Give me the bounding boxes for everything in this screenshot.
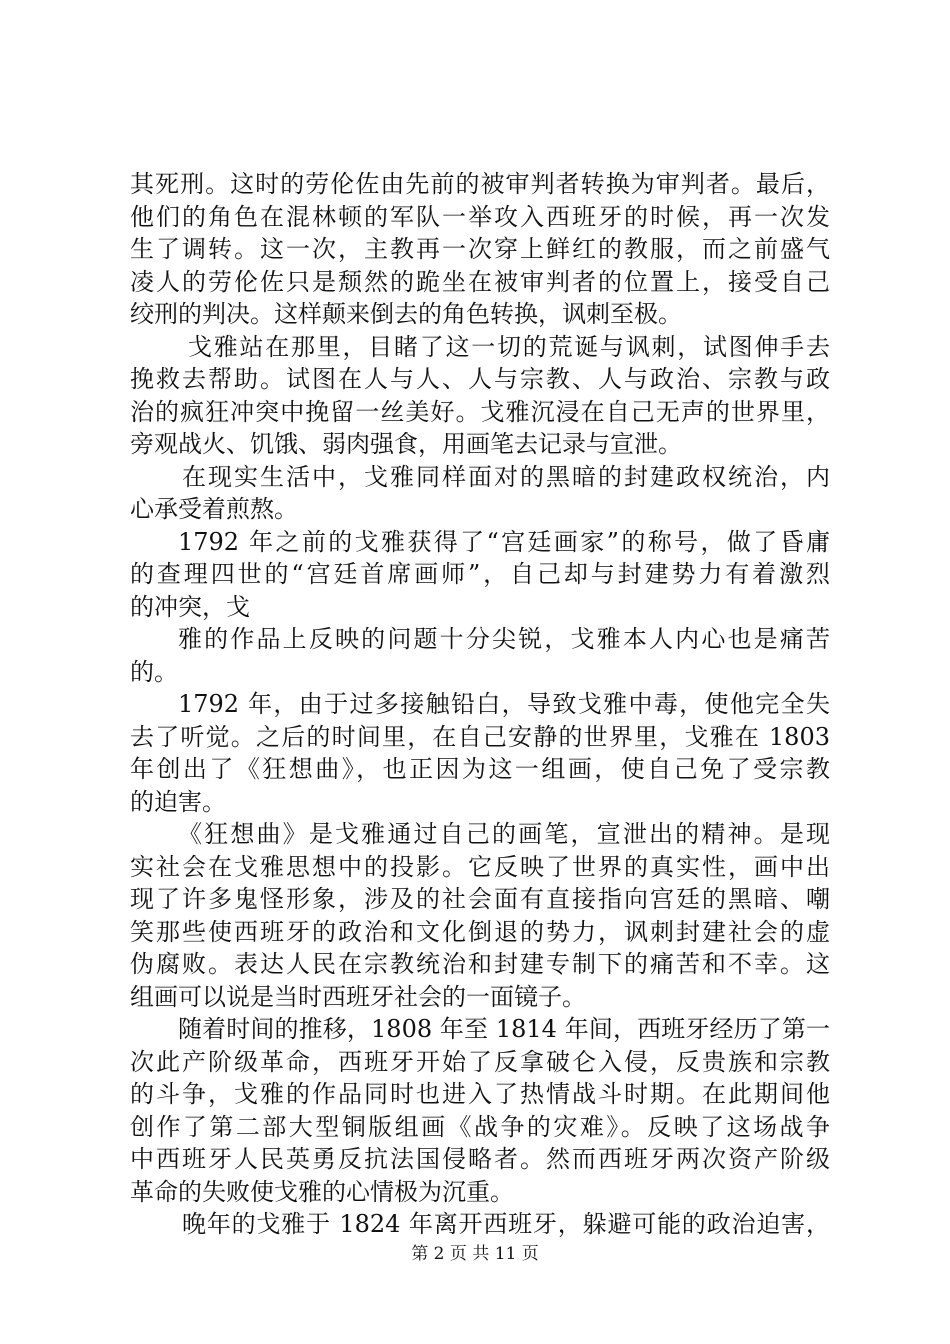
- text-line: 他们的角色在混林顿的军队一举攻入西班牙的时候，再一次发: [130, 202, 830, 231]
- text-line: 创作了第二部大型铜版组画《战争的灾难》。反映了这场战争: [130, 1112, 830, 1141]
- text-line: 革命的失败使戈雅的心情极为沉重。: [130, 1177, 514, 1206]
- text-line: 《狂想曲》是戈雅通过自己的画笔，宣泄出的精神。是现: [178, 820, 830, 848]
- text-line: 治的疯狂冲突中挽留一丝美好。戈雅沉浸在自己无声的世界里，: [130, 397, 830, 426]
- text-line: 年创出了《狂想曲》，也正因为这一组画，使自己免了受宗教: [130, 755, 830, 783]
- text-line: 的斗争，戈雅的作品同时也进入了热情战斗时期。在此期间他: [130, 1080, 830, 1108]
- page-number-footer: 第 2 页 共 11 页: [411, 1244, 539, 1264]
- text-line: 伪腐败。表达人民在宗教统治和封建专制下的痛苦和不幸。这: [130, 950, 830, 978]
- text-line: 生了调转。这一次，主教再一次穿上鲜红的教服，而之前盛气: [130, 235, 830, 263]
- text-line: 的。: [130, 657, 178, 686]
- text-line: 笑那些使西班牙的政治和文化倒退的势力，讽刺封建社会的虚: [130, 917, 830, 946]
- text-line: 现了许多鬼怪形象，涉及的社会面有直接指向宫廷的黑暗、嘲: [130, 885, 830, 913]
- text-line: 晚年的戈雅于 1824 年离开西班牙，躲避可能的政治迫害，: [182, 1210, 830, 1238]
- text-line: 的查理四世的“宫廷首席画师”，自己却与封建势力有着激烈: [130, 560, 830, 588]
- text-line: 挽救去帮助。试图在人与人、人与宗教、人与政治、宗教与政: [130, 365, 830, 393]
- text-line: 其死刑。这时的劳伦佐由先前的被审判者转换为审判者。最后，: [130, 170, 830, 198]
- text-line: 绞刑的判决。这样颠来倒去的角色转换，讽刺至极。: [130, 300, 682, 328]
- text-line: 实社会在戈雅思想中的投影。它反映了世界的真实性，画中出: [130, 852, 830, 881]
- text-line: 的冲突，戈: [130, 592, 250, 621]
- text-line: 戈雅站在那里，目睹了这一切的荒诞与讽刺，试图伸手去: [188, 332, 830, 361]
- text-line: 中西班牙人民英勇反抗法国侵略者。然而西班牙两次资产阶级: [130, 1145, 830, 1173]
- text-line: 1792 年，由于过多接触铅白，导致戈雅中毒，使他完全失: [178, 690, 830, 718]
- text-line: 旁观战火、饥饿、弱肉强食，用画笔去记录与宣泄。: [130, 430, 682, 458]
- text-line: 组画可以说是当时西班牙社会的一面镜子。: [130, 982, 586, 1011]
- text-line: 次此产阶级革命，西班牙开始了反拿破仑入侵，反贵族和宗教: [130, 1047, 830, 1076]
- text-line: 随着时间的推移，1808 年至 1814 年间，西班牙经历了第一: [178, 1015, 830, 1043]
- text-line: 凌人的劳伦佐只是颓然的跪坐在被审判者的位置上，接受自己: [130, 267, 830, 296]
- text-line: 心承受着煎熬。: [130, 495, 298, 523]
- text-line: 在现实生活中，戈雅同样面对的黑暗的封建政权统治，内: [182, 462, 830, 491]
- body-text: [130, 168, 830, 1241]
- text-line: 1792 年之前的戈雅获得了“宫廷画家”的称号，做了昏庸: [178, 527, 830, 556]
- text-line: 的迫害。: [130, 787, 226, 816]
- text-line: 雅的作品上反映的问题十分尖锐，戈雅本人内心也是痛苦: [178, 625, 830, 653]
- text-line: 去了听觉。之后的时间里，在自己安静的世界里，戈雅在 1803: [130, 722, 830, 751]
